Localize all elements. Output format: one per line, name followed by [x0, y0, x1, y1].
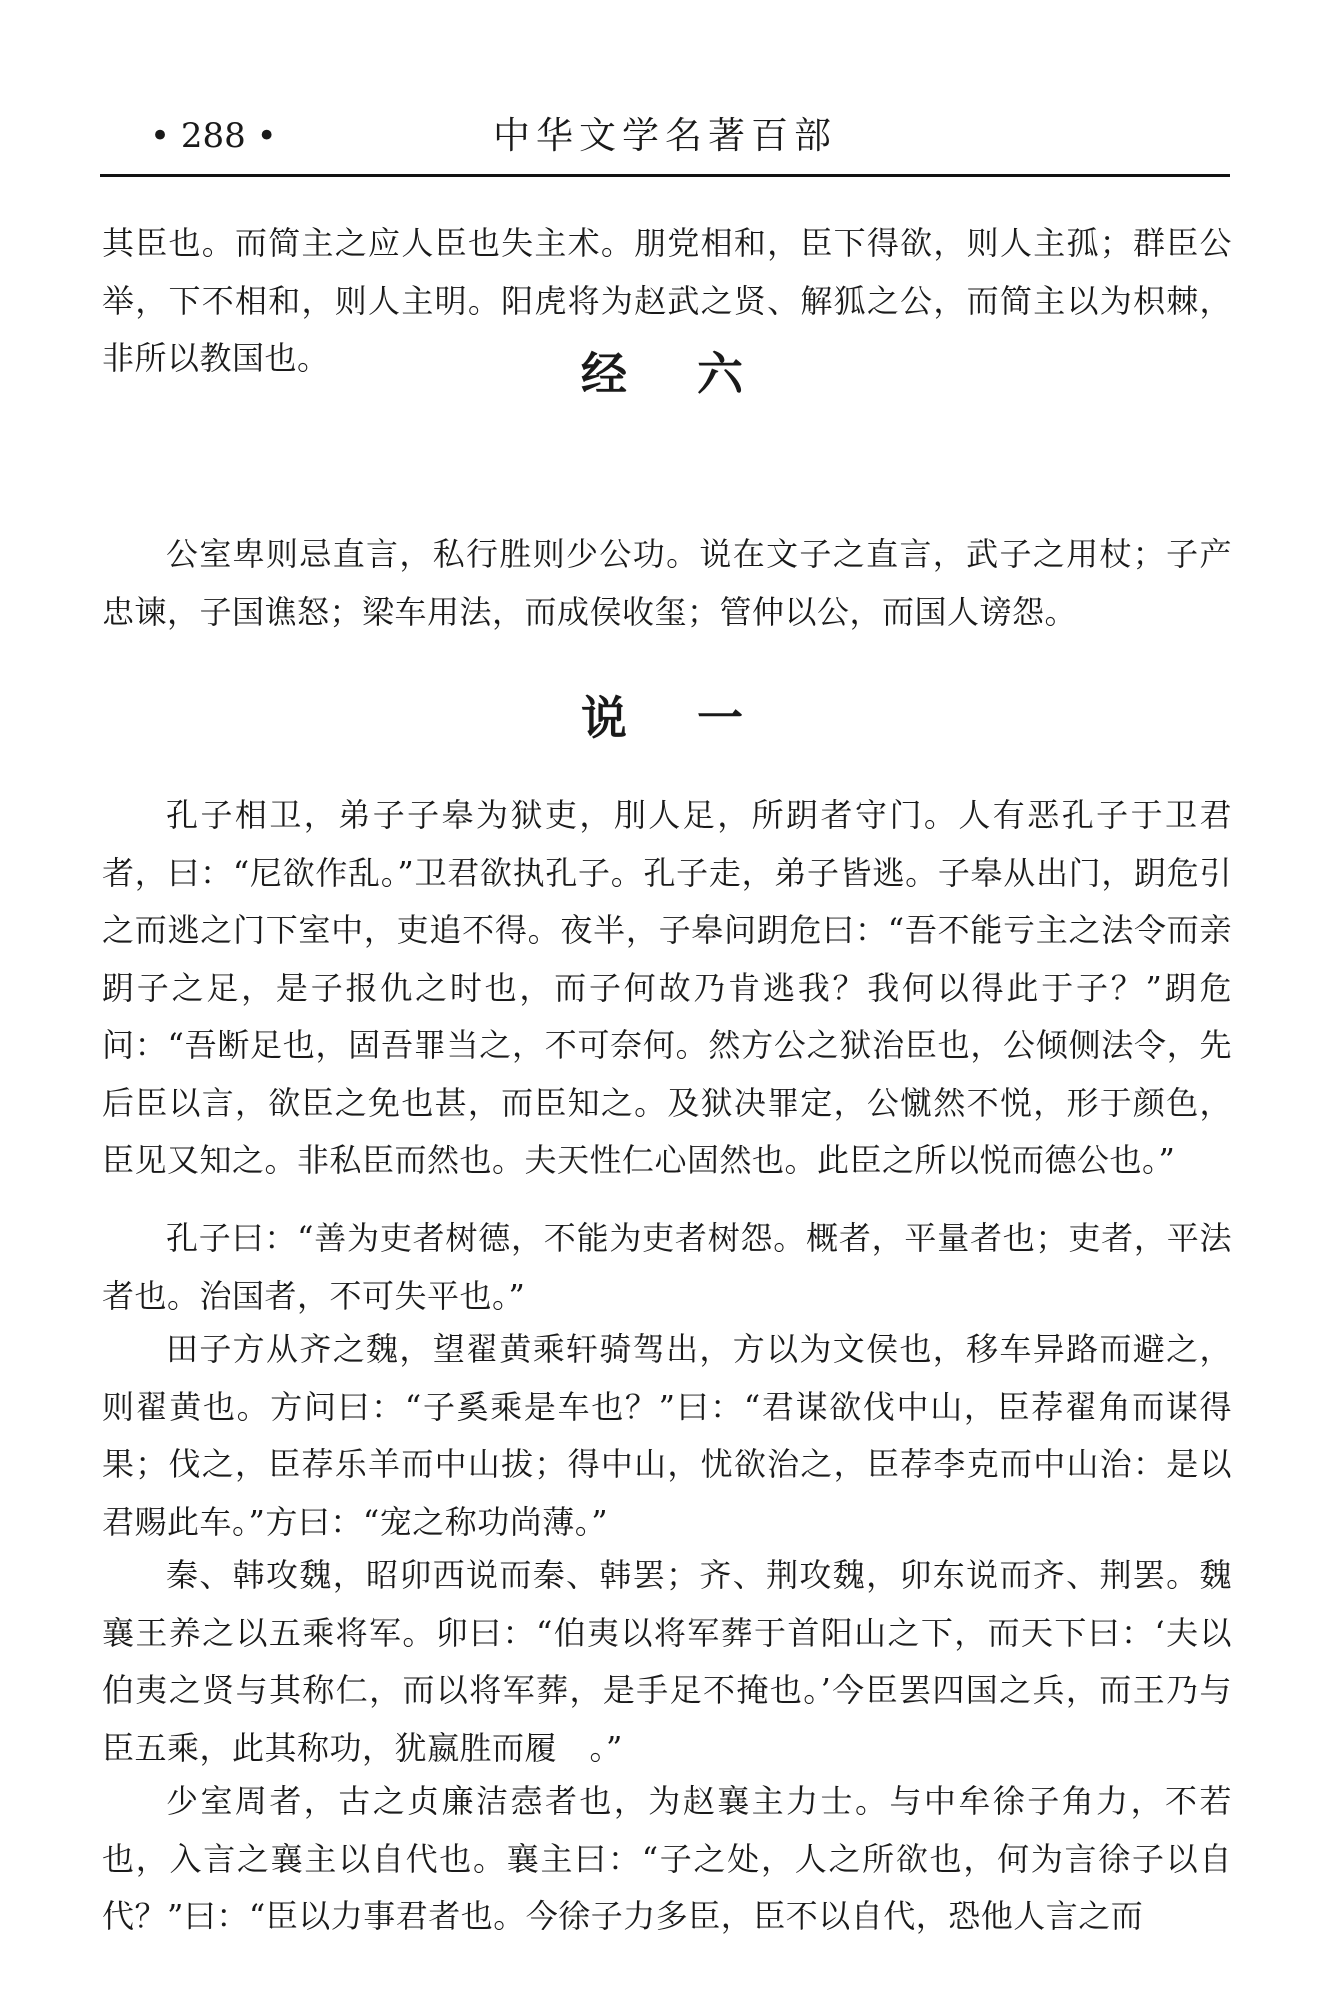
paragraph-jing-liu: 公室卑则忌直言，私行胜则少公功。说在文子之直言，武子之用杖；子产忠谏，子国谯怒；梁车用法，而成侯收玺；管仲以公，而国人谤怨。	[102, 535, 1232, 631]
paragraph: 孔子曰：“善为吏者树德，不能为吏者树怨。概者，平量者也；吏者，平法者也。治国者，不可失平也。”	[102, 1219, 1232, 1315]
section-heading-shuo-yi: 说一	[581, 691, 813, 745]
section-heading-jing-liu: 经六	[581, 347, 813, 401]
paragraph: 秦、韩攻魏，昭卯西说而秦、韩罢；齐、荆攻魏，卯东说而齐、荆罢。魏襄王养之以五乘将军。卯曰：“伯夷以将军葬于首阳山之下，而天下曰：‘夫以伯夷之贤与其称仁，而以将军葬，是手足不掩也。’今臣罢四国之兵，而王乃与臣五乘，此其称功，犹嬴胜而履 。”	[102, 1556, 1232, 1767]
paragraph: 田子方从齐之魏，望翟黄乘轩骑驾出，方以为文侯也，移车异路而避之，则翟黄也。方问曰：“子奚乘是车也？”曰：“君谋欲伐中山，臣荐翟角而谋得果；伐之，臣荐乐羊而中山拔；得中山，忧欲治之，臣荐李克而中山治：是以君赐此车。”方曰：“宠之称功尚薄。”	[102, 1330, 1232, 1541]
page-number: • 288 •	[150, 116, 277, 156]
running-title: 中华文学名著百部	[493, 114, 837, 157]
paragraph-continued: 其臣也。而简主之应人臣也失主术。朋党相和，臣下得欲，则人主孤；群臣公举，下不相和，则人主明。阳虎将为赵武之贤、解狐之公，而简主以为枳棘，非所以教国也。	[102, 224, 1232, 377]
paragraph: 孔子相卫，弟子子皋为狱吏，刖人足，所跀者守门。人有恶孔子于卫君者，曰：“尼欲作乱。”卫君欲执孔子。孔子走，弟子皆逃。子皋从出门，跀危引之而逃之门下室中，吏追不得。夜半，子皋问跀危曰：“吾不能亏主之法令而亲跀子之足，是子报仇之时也，而子何故乃肯逃我？我何以得此于子？”跀危问：“吾断足也，固吾罪当之，不可奈何。然方公之狱治臣也，公倾侧法令，先后臣以言，欲臣之免也甚，而臣知之。及狱决罪定，公憱然不悦，形于颜色，臣见又知之。非私臣而然也。夫天性仁心固然也。此臣之所以悦而德公也。”	[102, 796, 1232, 1179]
page-header	[100, 108, 1230, 177]
paragraph: 少室周者，古之贞廉洁悫者也，为赵襄主力士。与中牟徐子角力，不若也，入言之襄主以自代也。襄主曰：“子之处，人之所欲也，何为言徐子以自代？”曰：“臣以力事君者也。今徐子力多臣，臣不以自代，恐他人言之而	[102, 1782, 1232, 1935]
